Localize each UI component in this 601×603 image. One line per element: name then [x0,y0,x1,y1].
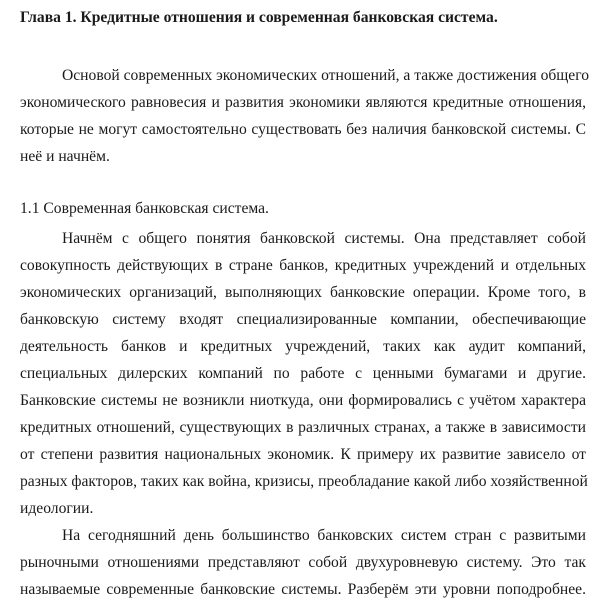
text-line: Начнём с общего понятия банковской системы. Она представляет собой [62,230,586,247]
text-line: идеологии. [20,500,94,517]
text-line: рыночными отношениями представляют собой двухуровневую систему. Это так [20,554,586,571]
text-line: кредитных отношений, существующих в различных странах, а также в зависимости [20,419,586,436]
intro-paragraph [20,62,590,170]
text-line: экономического равновесия и развития экономики являются кредитные отношения, [20,94,586,111]
text-line: экономических организаций, выполняющих банковские операции. Кроме того, в [20,284,586,301]
text-line: совокупность действующих в стране банков, кредитных учреждений и отдельных [20,257,586,274]
text-line: называемые современные банковские системы. Разберём эти уровни поподробнее. [20,581,586,598]
text-line: от степени развития национальных экономик. К примеру их развитие зависело от [20,446,586,463]
text-line: На сегодняшний день большинство банковских систем стран с развитыми [62,527,586,544]
section-title: 1.1 Современная банковская система. [20,200,269,217]
text-line: банковскую систему входят специализированные компании, обеспечивающие [20,311,586,328]
chapter-title: Глава 1. Кредитные отношения и современная банковская система. [20,9,498,26]
text-line: неё и начнём. [20,148,110,165]
text-line: Основой современных экономических отношений, а также достижения общего [62,67,590,84]
text-line: которые не могут самостоятельно существовать без наличия банковской системы. С [20,121,586,138]
text-line: специальных дилерских компаний по работе с ценными бумагами и другие. [20,365,586,382]
text-line: деятельность банков и кредитных учреждений, таких как аудит компаний, [20,338,586,355]
section-paragraph-1 [20,225,586,603]
text-line: Банковские системы не возникли ниоткуда, они формировались с учётом характера [20,392,586,409]
text-line: разных факторов, таких как война, кризисы, преобладание какой либо хозяйственной [20,473,588,490]
